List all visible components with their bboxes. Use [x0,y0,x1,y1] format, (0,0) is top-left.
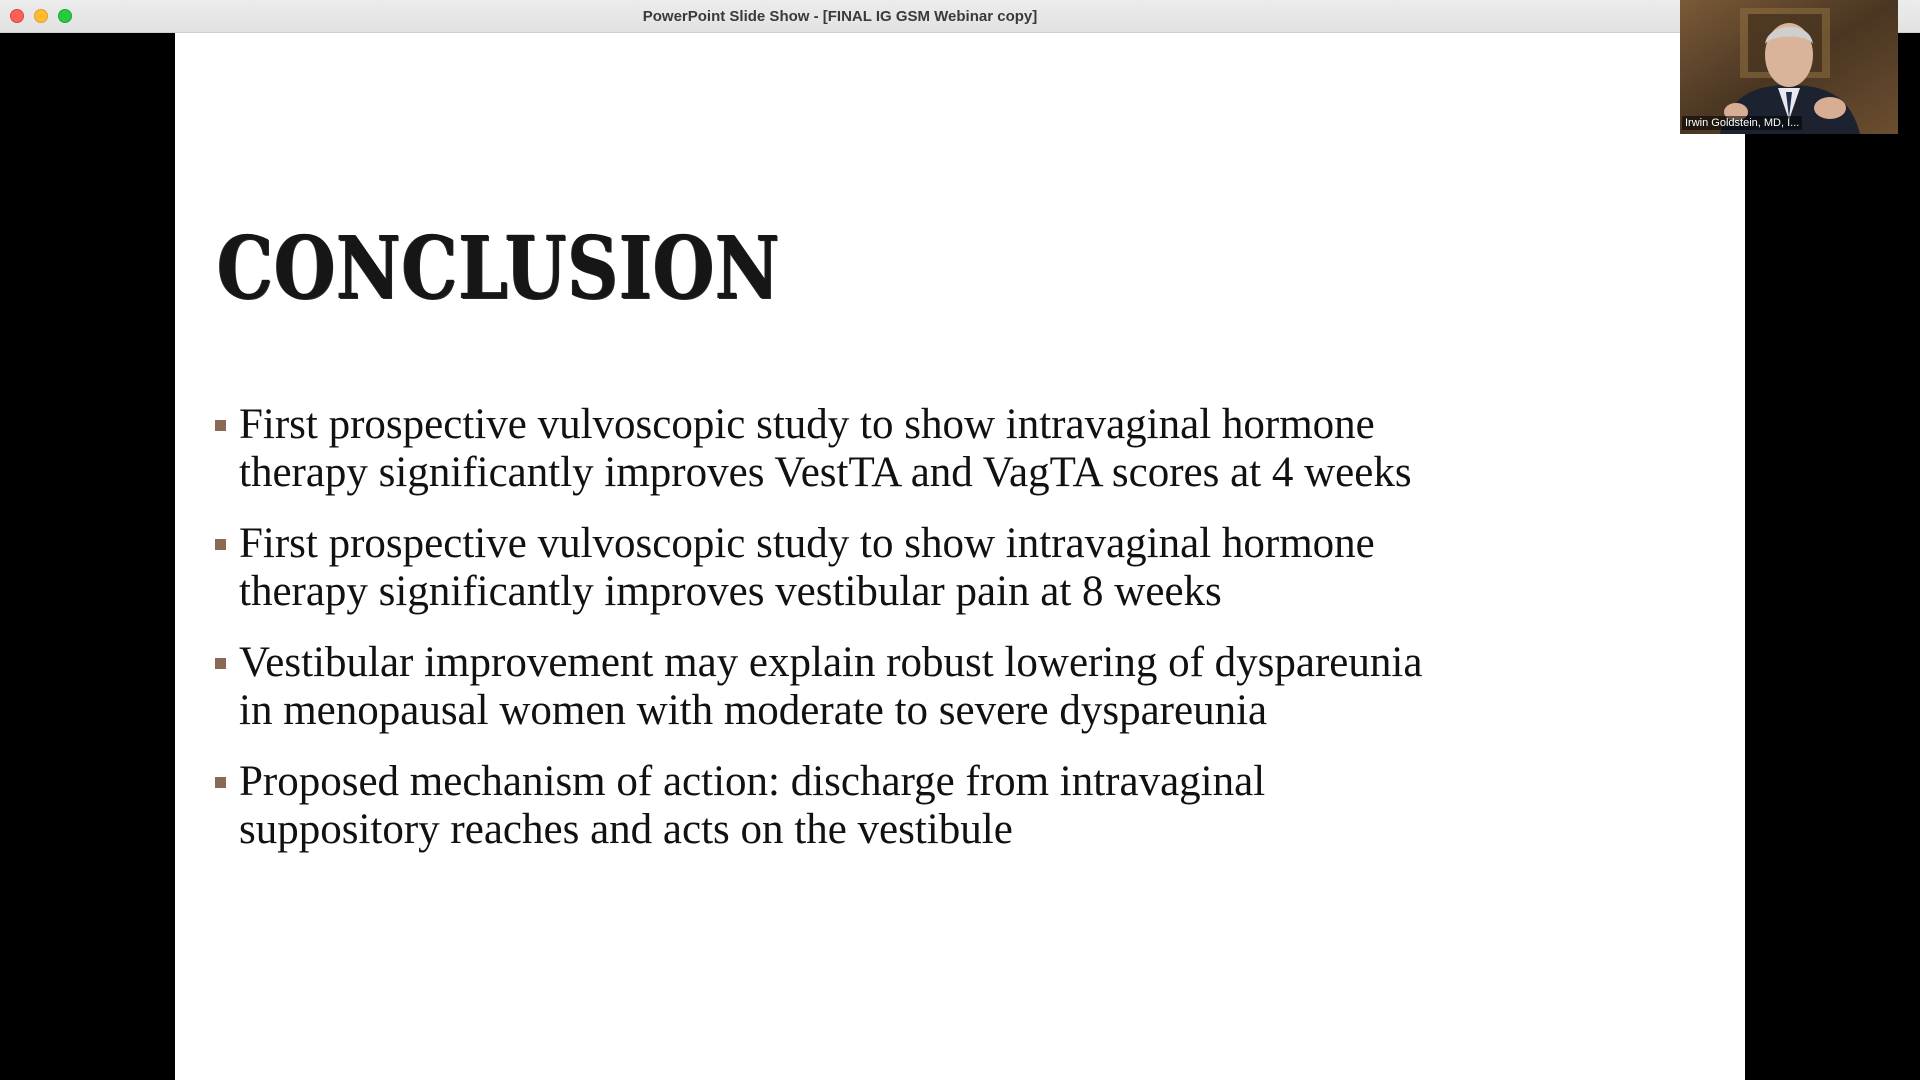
bullet-line: in menopausal women with moderate to severe dyspareunia [239,687,1268,734]
bullet-marker-icon [215,539,226,550]
bullet-item [215,401,1695,497]
bullet-line: therapy significantly improves VestTA and VagTA scores at 4 weeks [239,449,1412,496]
participant-name-label: Irwin Goldstein, MD, I... [1682,116,1802,130]
bullet-line: First prospective vulvoscopic study to show intravaginal hormone [239,520,1375,567]
slide[interactable] [175,33,1745,1080]
bullet-line: therapy significantly improves vestibular pain at 8 weeks [239,568,1222,615]
bullet-list [215,401,1695,877]
bullet-marker-icon [215,658,226,669]
bullet-line: First prospective vulvoscopic study to show intravaginal hormone [239,401,1375,448]
window-titlebar [0,0,1920,33]
bullet-item [215,520,1695,616]
slide-show-area[interactable] [0,33,1920,1080]
bullet-item [215,758,1695,854]
bullet-line: Proposed mechanism of action: discharge from intravaginal [239,758,1266,805]
speaker-video-image [1680,0,1898,134]
slide-title: CONCLUSION [217,218,781,319]
window-title: PowerPoint Slide Show - [FINAL IG GSM Webinar copy] [642,8,1038,25]
bullet-marker-icon [215,420,226,431]
participant-video-tile[interactable] [1680,0,1898,134]
bullet-item [215,639,1695,735]
bullet-line: suppository reaches and acts on the vestibule [239,806,1013,853]
bullet-marker-icon [215,777,226,788]
bullet-line: Vestibular improvement may explain robust lowering of dyspareunia [239,639,1423,686]
